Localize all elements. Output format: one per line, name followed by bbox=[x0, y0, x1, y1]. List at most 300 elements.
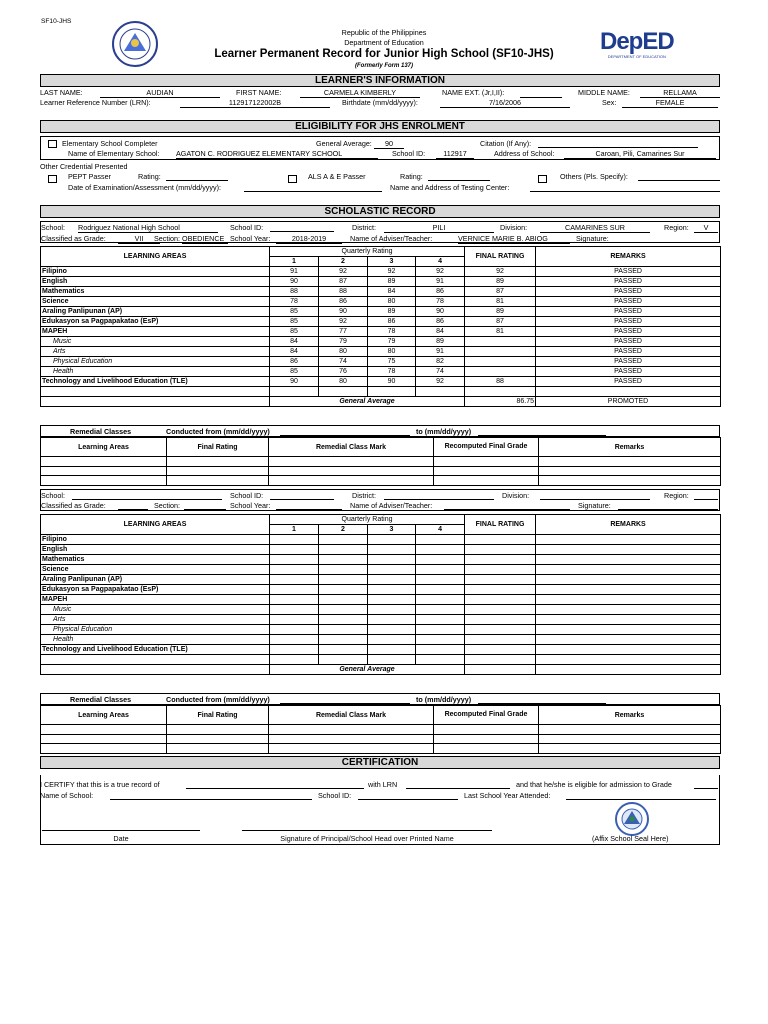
r2-quarter-1-grade[interactable] bbox=[270, 605, 319, 615]
eligible-text: and that he/she is eligible for admission to Grade bbox=[516, 780, 672, 789]
r2-adviser-value[interactable] bbox=[444, 501, 570, 510]
certify-grade-value[interactable] bbox=[694, 780, 718, 789]
cert-school-id-label: School ID: bbox=[318, 791, 352, 800]
r2-final-rating[interactable] bbox=[465, 625, 536, 635]
r2-remarks[interactable] bbox=[536, 615, 721, 625]
r1-quarter-1-grade[interactable]: 91 bbox=[270, 267, 319, 277]
pept-checkbox[interactable] bbox=[48, 175, 57, 183]
r2-quarter-1-grade[interactable] bbox=[270, 545, 319, 555]
r2-quarter-4-grade[interactable] bbox=[416, 635, 465, 645]
page-title: Learner Permanent Record for Junior High School (SF10-JHS) bbox=[214, 48, 554, 60]
r1-signature-value[interactable] bbox=[618, 234, 718, 243]
r1-remarks[interactable]: PASSED bbox=[536, 297, 721, 307]
r2-final-rating[interactable] bbox=[465, 565, 536, 575]
r1-quarter-2-grade[interactable]: 92 bbox=[319, 267, 368, 277]
r1-final-rating[interactable]: 81 bbox=[465, 297, 536, 307]
r1-quarter-3-grade[interactable]: 92 bbox=[368, 267, 416, 277]
r2-remedial-cell[interactable] bbox=[269, 734, 434, 744]
r1-adviser-label: Name of Adviser/Teacher: bbox=[350, 234, 433, 243]
r2-remedial-cell[interactable] bbox=[434, 744, 539, 754]
quarter-1-header: 1 bbox=[270, 257, 319, 267]
elem-completer-checkbox[interactable] bbox=[48, 140, 57, 148]
r2-subject-name: Science bbox=[41, 565, 270, 575]
r2-remedial-cell[interactable] bbox=[167, 725, 269, 735]
r1-final-rating[interactable]: 87 bbox=[465, 317, 536, 327]
citation-value[interactable] bbox=[538, 139, 698, 148]
seal-label: (Affix School Seal Here) bbox=[592, 834, 669, 843]
record2-remedial-table bbox=[40, 705, 721, 754]
r2-quarter-1-grade[interactable] bbox=[270, 565, 319, 575]
als-rating-value[interactable] bbox=[428, 172, 490, 181]
r2-school-year-value[interactable] bbox=[276, 501, 342, 510]
r1-final-rating[interactable]: 89 bbox=[465, 277, 536, 287]
r2-region-value[interactable] bbox=[694, 491, 718, 500]
r2-remedial-cell[interactable] bbox=[41, 744, 167, 754]
r2-to-value[interactable] bbox=[478, 695, 606, 704]
r2-quarter-3-grade[interactable] bbox=[368, 645, 416, 655]
certify-lrn-value[interactable] bbox=[406, 780, 510, 789]
r2-remedial-cell[interactable] bbox=[41, 734, 167, 744]
r2-subject-name: MAPEH bbox=[41, 595, 270, 605]
r2-learning-areas-header: LEARNING AREAS bbox=[41, 515, 270, 535]
r2-to-label: to (mm/dd/yyyy) bbox=[416, 695, 472, 704]
r2-remarks[interactable] bbox=[536, 645, 721, 655]
r2-quarter-2-grade[interactable] bbox=[319, 645, 368, 655]
r2-final-rating[interactable] bbox=[465, 545, 536, 555]
r1-subject-name: Arts bbox=[41, 347, 270, 357]
r1-final-rating[interactable] bbox=[465, 367, 536, 377]
r1-remarks[interactable]: PASSED bbox=[536, 267, 721, 277]
cert-school-id-value[interactable] bbox=[358, 791, 458, 800]
r2-subject-row bbox=[41, 595, 721, 605]
r1-quarter-1-grade[interactable]: 85 bbox=[270, 367, 319, 377]
r2-quarter-4-grade[interactable] bbox=[416, 625, 465, 635]
r1-quarter-1-grade[interactable]: 88 bbox=[270, 287, 319, 297]
r1-remedial-cell[interactable] bbox=[41, 457, 167, 467]
r1-remedial-cell[interactable] bbox=[167, 476, 269, 486]
r1-remedial-cell[interactable] bbox=[434, 466, 539, 476]
r1-quarter-3-grade[interactable]: 80 bbox=[368, 297, 416, 307]
sex-value[interactable]: FEMALE bbox=[622, 98, 718, 108]
principal-signature-label: Signature of Principal/School Head over Printed Name bbox=[280, 834, 454, 843]
r2-quarter-4-grade[interactable] bbox=[416, 615, 465, 625]
r1-remedial-cell[interactable] bbox=[539, 476, 721, 486]
r2-remedial-cell[interactable] bbox=[269, 744, 434, 754]
r1-school-year-value[interactable]: 2018-2019 bbox=[276, 234, 342, 244]
r1-quarter-1-grade[interactable]: 85 bbox=[270, 317, 319, 327]
r2-signature-value[interactable] bbox=[618, 501, 718, 510]
r1-remedial-cell[interactable] bbox=[434, 457, 539, 467]
r1-quarter-3-grade[interactable]: 89 bbox=[368, 277, 416, 287]
exam-date-value[interactable] bbox=[244, 183, 382, 192]
r1-region-label: Region: bbox=[664, 223, 689, 232]
r2-remarks[interactable] bbox=[536, 555, 721, 565]
r2-conducted-from-value[interactable] bbox=[280, 695, 410, 704]
elem-school-id-value[interactable]: 112917 bbox=[436, 149, 474, 159]
r2-remedial-cell[interactable] bbox=[539, 725, 721, 735]
r2-remedial-row bbox=[41, 744, 721, 754]
r1-to-value[interactable] bbox=[478, 427, 606, 436]
r1-quarter-2-grade[interactable]: 77 bbox=[319, 327, 368, 337]
r1-quarter-3-grade[interactable]: 78 bbox=[368, 367, 416, 377]
r1-remarks[interactable]: PASSED bbox=[536, 327, 721, 337]
r1-quarter-2-grade[interactable]: 86 bbox=[319, 297, 368, 307]
r2-subject-row bbox=[41, 535, 721, 545]
r1-quarter-4-grade[interactable]: 84 bbox=[416, 327, 465, 337]
r1-quarter-1-grade[interactable]: 78 bbox=[270, 297, 319, 307]
r1-quarter-2-grade[interactable]: 74 bbox=[319, 357, 368, 367]
r2-spacer-row bbox=[41, 655, 721, 665]
r1-remedial-cell[interactable] bbox=[41, 476, 167, 486]
r1-remedial-cell[interactable] bbox=[539, 457, 721, 467]
r1-school-year-label: School Year: bbox=[230, 234, 271, 243]
cert-date-value[interactable] bbox=[42, 822, 200, 831]
r2-remarks[interactable] bbox=[536, 605, 721, 615]
als-rating-label: Rating: bbox=[400, 172, 423, 181]
r2-district-label: District: bbox=[352, 491, 376, 500]
pept-rating-value[interactable] bbox=[166, 172, 228, 181]
r2-empty-cell bbox=[416, 655, 465, 665]
r1-quarter-2-grade[interactable]: 76 bbox=[319, 367, 368, 377]
r2-quarter-3-grade[interactable] bbox=[368, 625, 416, 635]
r1-empty-cell bbox=[465, 387, 536, 397]
r1-remarks[interactable]: PASSED bbox=[536, 317, 721, 327]
r2-quarter-3-grade[interactable] bbox=[368, 575, 416, 585]
r1-remarks[interactable]: PASSED bbox=[536, 347, 721, 357]
scholastic-header: SCHOLASTIC RECORD bbox=[40, 205, 720, 218]
r2-remarks[interactable] bbox=[536, 625, 721, 635]
r2-quarter-1-grade[interactable] bbox=[270, 535, 319, 545]
r1-quarter-2-grade[interactable]: 80 bbox=[319, 347, 368, 357]
r2-remarks[interactable] bbox=[536, 565, 721, 575]
r2-remedial-cell[interactable] bbox=[167, 744, 269, 754]
principal-signature-value[interactable] bbox=[242, 822, 492, 831]
r1-remarks[interactable]: PASSED bbox=[536, 367, 721, 377]
r1-remedial-cell[interactable] bbox=[539, 466, 721, 476]
r1-remarks[interactable]: PASSED bbox=[536, 357, 721, 367]
r2-quarter-1-grade[interactable] bbox=[270, 625, 319, 635]
r1-quarter-4-grade[interactable]: 78 bbox=[416, 297, 465, 307]
r2-quarter-1-grade[interactable] bbox=[270, 555, 319, 565]
r2-general-average-value[interactable] bbox=[465, 664, 536, 674]
r1-quarter-2-grade[interactable]: 92 bbox=[319, 317, 368, 327]
r1-final-rating[interactable] bbox=[465, 347, 536, 357]
r1-school-value[interactable]: Rodriguez National High School bbox=[78, 223, 218, 233]
r2-school-value[interactable] bbox=[72, 491, 222, 500]
r1-remedial-cell[interactable] bbox=[269, 466, 434, 476]
r1-remarks[interactable]: PASSED bbox=[536, 337, 721, 347]
r1-remedial-label: Remedial Classes bbox=[70, 427, 132, 436]
last-name-value[interactable]: AUDIAN bbox=[100, 88, 220, 98]
cert-date-label: Date bbox=[113, 834, 129, 843]
r2-quarter-4-grade[interactable] bbox=[416, 605, 465, 615]
r2-remedial-cell[interactable] bbox=[167, 734, 269, 744]
last-sy-value[interactable] bbox=[566, 791, 716, 800]
r2-remarks[interactable] bbox=[536, 635, 721, 645]
r1-quarter-4-grade[interactable]: 74 bbox=[416, 367, 465, 377]
r1-quarter-3-grade[interactable]: 79 bbox=[368, 337, 416, 347]
r1-remedial-cell[interactable] bbox=[269, 476, 434, 486]
r1-school-id-label: School ID: bbox=[230, 223, 264, 232]
r1-quarter-4-grade[interactable]: 86 bbox=[416, 287, 465, 297]
exam-date-label: Date of Examination/Assessment (mm/dd/yyyy): bbox=[68, 183, 221, 192]
r1-final-rating[interactable]: 88 bbox=[465, 377, 536, 387]
r1-subject-row bbox=[41, 277, 721, 287]
r2-quarter-3-grade[interactable] bbox=[368, 635, 416, 645]
r1-quarter-3-grade[interactable]: 75 bbox=[368, 357, 416, 367]
r1-quarter-3-grade[interactable]: 90 bbox=[368, 377, 416, 387]
r2-quarter-3-grade[interactable] bbox=[368, 545, 416, 555]
als-checkbox[interactable] bbox=[288, 175, 297, 183]
r2-remedial-label: Remedial Classes bbox=[70, 695, 132, 704]
r2-division-value[interactable] bbox=[540, 491, 650, 500]
r2-quarter-4-grade[interactable] bbox=[416, 535, 465, 545]
r1-section-value[interactable]: OBEDIENCE bbox=[182, 234, 228, 244]
r2-remarks[interactable] bbox=[536, 575, 721, 585]
r2-final-rating[interactable] bbox=[465, 535, 536, 545]
r2-quarter-3-grade[interactable] bbox=[368, 565, 416, 575]
r2-quarter-1-grade[interactable] bbox=[270, 615, 319, 625]
r2-section-value[interactable] bbox=[184, 501, 226, 510]
r1-spacer-row bbox=[41, 387, 721, 397]
r2-quarter-2-grade[interactable] bbox=[319, 565, 368, 575]
r1-remedial-cell[interactable] bbox=[269, 457, 434, 467]
elem-school-label: Name of Elementary School: bbox=[68, 149, 160, 158]
r2-remarks[interactable] bbox=[536, 585, 721, 595]
r1-rem-recomputed-header: Recomputed Final Grade bbox=[434, 438, 539, 457]
r1-quarter-2-grade[interactable]: 90 bbox=[319, 307, 368, 317]
r2-remarks[interactable] bbox=[536, 535, 721, 545]
r1-quarter-4-grade[interactable]: 89 bbox=[416, 337, 465, 347]
r1-quarter-4-grade[interactable]: 91 bbox=[416, 277, 465, 287]
r1-remedial-cell[interactable] bbox=[41, 466, 167, 476]
r2-rem-remarks-header: Remarks bbox=[539, 706, 721, 725]
r2-general-remark[interactable] bbox=[536, 664, 721, 674]
birthdate-value[interactable]: 7/16/2006 bbox=[440, 98, 570, 108]
r1-remedial-cell[interactable] bbox=[167, 466, 269, 476]
r2-remarks[interactable] bbox=[536, 595, 721, 605]
r1-school-id-value[interactable] bbox=[270, 223, 334, 232]
r1-remedial-cell[interactable] bbox=[167, 457, 269, 467]
testing-center-value[interactable] bbox=[530, 183, 720, 192]
r2-quarter-2-grade[interactable] bbox=[319, 605, 368, 615]
r2-grade-label: Classified as Grade: bbox=[41, 501, 106, 510]
r2-quarter-4-grade[interactable] bbox=[416, 545, 465, 555]
r1-remarks[interactable]: PASSED bbox=[536, 277, 721, 287]
r2-school-id-value[interactable] bbox=[270, 491, 334, 500]
r2-quarter-1-grade[interactable] bbox=[270, 575, 319, 585]
r2-conducted-from-label: Conducted from (mm/dd/yyyy) bbox=[166, 695, 270, 704]
r2-quarter-4-grade[interactable] bbox=[416, 565, 465, 575]
r2-quarter-2-grade[interactable] bbox=[319, 625, 368, 635]
r1-quarter-4-grade[interactable]: 92 bbox=[416, 267, 465, 277]
r2-quarter-4-grade[interactable] bbox=[416, 645, 465, 655]
r1-general-remark[interactable]: PROMOTED bbox=[536, 396, 721, 406]
r1-section-label: Section: bbox=[154, 234, 180, 243]
r1-general-average-row bbox=[41, 396, 721, 406]
r1-region-value[interactable]: V bbox=[694, 223, 718, 233]
r1-division-value[interactable]: CAMARINES SUR bbox=[540, 223, 650, 233]
r2-quarter-2-grade[interactable] bbox=[319, 585, 368, 595]
r2-quarter-2-grade[interactable] bbox=[319, 575, 368, 585]
r1-subject-name: Filipino bbox=[41, 267, 270, 277]
r2-empty-cell bbox=[536, 655, 721, 665]
r2-district-value[interactable] bbox=[384, 491, 494, 500]
r1-final-rating[interactable]: 89 bbox=[465, 307, 536, 317]
r2-quarter-1-grade[interactable] bbox=[270, 585, 319, 595]
r1-quarter-1-grade[interactable]: 85 bbox=[270, 307, 319, 317]
r1-subject-row bbox=[41, 317, 721, 327]
first-name-value[interactable]: CARMELA KIMBERLY bbox=[300, 88, 420, 98]
r2-quarter-3-grade[interactable] bbox=[368, 595, 416, 605]
r2-subject-name: Mathematics bbox=[41, 555, 270, 565]
r1-quarter-3-grade[interactable]: 84 bbox=[368, 287, 416, 297]
citation-label: Citation (If Any): bbox=[480, 139, 532, 148]
r1-final-rating[interactable]: 92 bbox=[465, 267, 536, 277]
r1-subject-name: Health bbox=[41, 367, 270, 377]
r2-remedial-cell[interactable] bbox=[434, 725, 539, 735]
r1-quarter-1-grade[interactable]: 85 bbox=[270, 327, 319, 337]
r1-final-rating[interactable] bbox=[465, 337, 536, 347]
r1-remarks[interactable]: PASSED bbox=[536, 307, 721, 317]
pept-rating-label: Rating: bbox=[138, 172, 161, 181]
r1-adviser-value[interactable]: VERNICE MARIE B. ABIOG bbox=[458, 234, 570, 244]
r1-quarter-4-grade[interactable]: 92 bbox=[416, 377, 465, 387]
r1-subject-row bbox=[41, 367, 721, 377]
elem-completer-label: Elementary School Completer bbox=[62, 139, 158, 148]
r1-quarter-3-grade[interactable]: 78 bbox=[368, 327, 416, 337]
r1-quarter-3-grade[interactable]: 80 bbox=[368, 347, 416, 357]
r1-subject-name: MAPEH bbox=[41, 327, 270, 337]
middle-name-label: MIDDLE NAME: bbox=[578, 88, 630, 97]
r2-quarter-4-grade[interactable] bbox=[416, 575, 465, 585]
r1-district-value[interactable]: PILI bbox=[384, 223, 494, 233]
r1-subject-row bbox=[41, 377, 721, 387]
r2-quarter-3-grade[interactable] bbox=[368, 555, 416, 565]
r1-remedial-cell[interactable] bbox=[434, 476, 539, 486]
deped-logo-subtext: DEPARTMENT OF EDUCATION bbox=[607, 54, 666, 59]
r2-quarter-2-grade[interactable] bbox=[319, 615, 368, 625]
r2-remedial-cell[interactable] bbox=[269, 725, 434, 735]
r2-remedial-cell[interactable] bbox=[434, 734, 539, 744]
r2-remedial-cell[interactable] bbox=[41, 725, 167, 735]
r2-quarter-2-grade[interactable] bbox=[319, 535, 368, 545]
r2-quarter-4-grade[interactable] bbox=[416, 555, 465, 565]
deped-logo bbox=[600, 30, 674, 59]
r2-quarter-2-grade[interactable] bbox=[319, 545, 368, 555]
r2-final-rating[interactable] bbox=[465, 615, 536, 625]
r1-quarter-4-grade[interactable]: 86 bbox=[416, 317, 465, 327]
cert-school-name-value[interactable] bbox=[110, 791, 312, 800]
elem-school-value[interactable]: AGATON C. RODRIGUEZ ELEMENTARY SCHOOL bbox=[176, 149, 378, 159]
cert-school-name-label: Name of School: bbox=[40, 791, 94, 800]
r1-quarter-3-grade[interactable]: 89 bbox=[368, 307, 416, 317]
r1-quarter-2-grade[interactable]: 80 bbox=[319, 377, 368, 387]
r2-quarter-3-header: 3 bbox=[368, 525, 416, 535]
r1-signature-label: Signature: bbox=[576, 234, 609, 243]
address-value[interactable]: Caroan, Pili, Camarines Sur bbox=[564, 149, 716, 159]
r2-quarter-4-grade[interactable] bbox=[416, 595, 465, 605]
r2-remarks[interactable] bbox=[536, 545, 721, 555]
r2-grade-value[interactable] bbox=[118, 501, 148, 510]
r1-remarks[interactable]: PASSED bbox=[536, 287, 721, 297]
deped-logo-text: DepED bbox=[600, 28, 674, 55]
certify-name-value[interactable] bbox=[186, 780, 364, 789]
r1-general-average-value[interactable]: 86.75 bbox=[465, 396, 536, 406]
r1-final-rating[interactable] bbox=[465, 357, 536, 367]
r2-final-rating[interactable] bbox=[465, 585, 536, 595]
others-checkbox[interactable] bbox=[538, 175, 547, 183]
r2-quarter-2-grade[interactable] bbox=[319, 555, 368, 565]
elem-school-id-label: School ID: bbox=[392, 149, 426, 158]
r1-quarter-1-grade[interactable]: 90 bbox=[270, 377, 319, 387]
name-ext-value[interactable] bbox=[520, 88, 562, 98]
r1-quarter-2-grade[interactable]: 79 bbox=[319, 337, 368, 347]
r2-quarter-2-grade[interactable] bbox=[319, 635, 368, 645]
r2-quarter-3-grade[interactable] bbox=[368, 585, 416, 595]
r1-quarter-2-grade[interactable]: 87 bbox=[319, 277, 368, 287]
r2-quarter-3-grade[interactable] bbox=[368, 535, 416, 545]
r1-quarter-1-grade[interactable]: 86 bbox=[270, 357, 319, 367]
r2-remedial-cell[interactable] bbox=[539, 734, 721, 744]
r1-quarter-1-grade[interactable]: 84 bbox=[270, 337, 319, 347]
r1-subject-name: Araling Panlipunan (AP) bbox=[41, 307, 270, 317]
r2-final-rating[interactable] bbox=[465, 575, 536, 585]
r2-final-rating[interactable] bbox=[465, 645, 536, 655]
r1-remarks[interactable]: PASSED bbox=[536, 377, 721, 387]
r1-conducted-from-value[interactable] bbox=[280, 427, 410, 436]
learning-areas-header: LEARNING AREAS bbox=[41, 247, 270, 267]
r2-quarter-1-grade[interactable] bbox=[270, 645, 319, 655]
r2-final-rating[interactable] bbox=[465, 555, 536, 565]
r1-final-rating[interactable]: 87 bbox=[465, 287, 536, 297]
r1-quarter-1-grade[interactable]: 90 bbox=[270, 277, 319, 287]
lrn-value[interactable]: 112917122002B bbox=[180, 98, 330, 108]
r2-final-rating[interactable] bbox=[465, 595, 536, 605]
r2-remedial-cell[interactable] bbox=[539, 744, 721, 754]
r2-quarter-4-grade[interactable] bbox=[416, 585, 465, 595]
r2-final-rating[interactable] bbox=[465, 605, 536, 615]
eligibility-header: ELIGIBILITY FOR JHS ENROLMENT bbox=[40, 120, 720, 133]
r2-final-rating[interactable] bbox=[465, 635, 536, 645]
r2-quarter-1-grade[interactable] bbox=[270, 595, 319, 605]
r1-empty-cell bbox=[41, 396, 270, 406]
last-name-label: LAST NAME: bbox=[40, 88, 83, 97]
r1-subject-name: Mathematics bbox=[41, 287, 270, 297]
r2-quarter-3-grade[interactable] bbox=[368, 615, 416, 625]
r2-remedial-row bbox=[41, 725, 721, 735]
r1-quarter-4-grade[interactable]: 90 bbox=[416, 307, 465, 317]
r1-quarter-4-grade[interactable]: 91 bbox=[416, 347, 465, 357]
r2-quarter-2-grade[interactable] bbox=[319, 595, 368, 605]
middle-name-value[interactable]: RELLAMA bbox=[640, 88, 720, 98]
r2-quarter-1-grade[interactable] bbox=[270, 635, 319, 645]
r1-quarter-2-grade[interactable]: 88 bbox=[319, 287, 368, 297]
r1-final-rating[interactable]: 81 bbox=[465, 327, 536, 337]
r1-empty-cell bbox=[270, 387, 319, 397]
r1-empty-cell bbox=[368, 387, 416, 397]
r2-subject-name: Arts bbox=[41, 615, 270, 625]
quarter-4-header: 4 bbox=[416, 257, 465, 267]
gen-avg-value[interactable]: 90 bbox=[374, 139, 404, 149]
r1-quarter-3-grade[interactable]: 86 bbox=[368, 317, 416, 327]
r1-subject-name: Physical Education bbox=[41, 357, 270, 367]
r1-quarter-1-grade[interactable]: 84 bbox=[270, 347, 319, 357]
others-value[interactable] bbox=[638, 172, 720, 181]
r1-quarter-4-grade[interactable]: 82 bbox=[416, 357, 465, 367]
r2-quarter-3-grade[interactable] bbox=[368, 605, 416, 615]
r1-grade-value[interactable]: VII bbox=[118, 234, 160, 244]
